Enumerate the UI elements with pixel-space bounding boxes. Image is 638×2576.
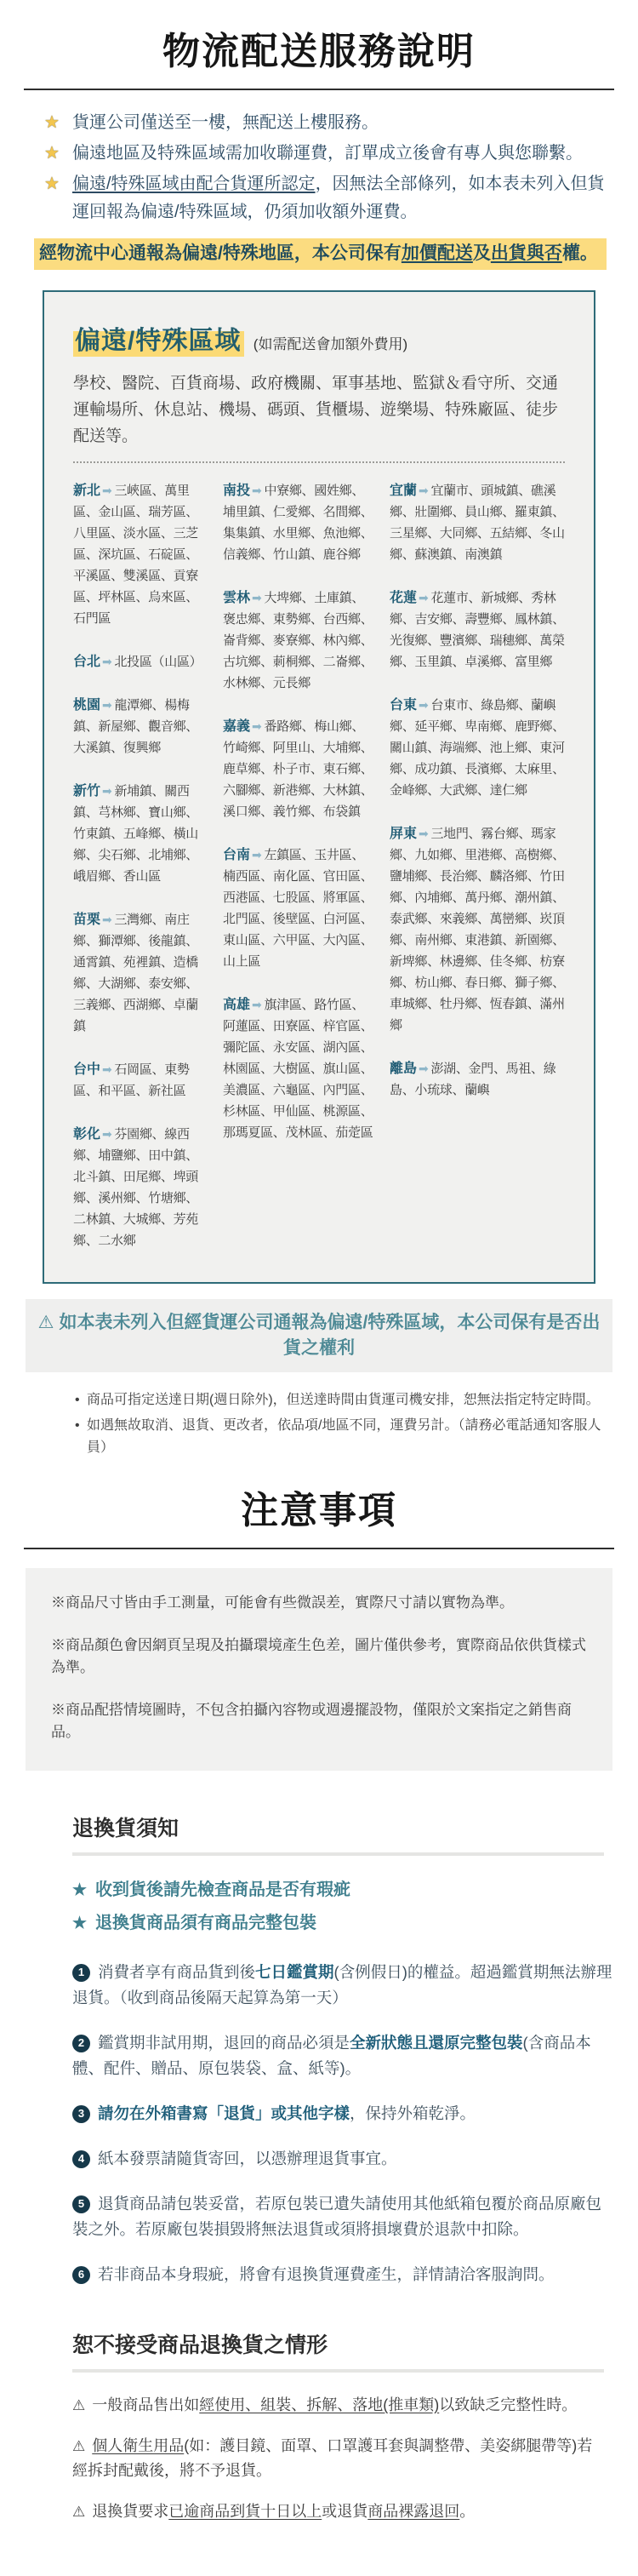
arrow-right-icon: ➡ bbox=[102, 784, 112, 798]
text-segment: 權。 bbox=[561, 243, 598, 263]
arrow-right-icon: ➡ bbox=[252, 998, 262, 1011]
region-areas: 左鎮區、玉井區、楠西區、南化區、官田區、西港區、七股區、將軍區、北門區、後壁區、白河區、東山區、六甲區、大內區、山上區 bbox=[223, 848, 373, 969]
arrow-right-icon: ➡ bbox=[252, 591, 262, 604]
returns-star-text: 收到貨後請先檢查商品是否有瑕疵 bbox=[95, 1880, 351, 1899]
region-entry bbox=[223, 994, 374, 1143]
region-areas: 澎湖、金門、馬祖、綠島、小琉球、蘭嶼 bbox=[390, 1062, 556, 1097]
attention-item: ※商品尺寸皆由手工測量，可能會有些微誤差，實際尺寸請以實物為準。 bbox=[51, 1594, 514, 1611]
region-areas: 三地門、霧台鄉、瑪家鄉、九如鄉、里港鄉、高樹鄉、鹽埔鄉、長治鄉、麟洛鄉、竹田鄉、內埔鄉、萬丹鄉、潮州鎮、泰武鄉、來義鄉、萬巒鄉、崁頂鄉、南州鄉、東港鎮、新園鄉、新埤鄉、林邊鄉、佳冬鄉、枋寮鄉、枋山鄉、春日鄉、獅子鄉、車城鄉、牡丹鄉、恆春鎮、滿州鄉 bbox=[390, 827, 565, 1033]
returns-star-item bbox=[72, 1909, 604, 1938]
text-segment: 一般商品售出如 bbox=[92, 2396, 200, 2413]
region-areas: 三峽區、萬里區、金山區、瑞芳區、八里區、淡水區、三芝區、深坑區、石碇區、平溪區、雙溪區、貢寮區、坪林區、烏來區、石門區 bbox=[73, 484, 199, 626]
text-segment: 商品裸露退回 bbox=[367, 2503, 460, 2520]
region-areas: 中寮鄉、國姓鄉、埔里鎮、仁愛鄉、名間鄉、集集鎮、水里鄉、魚池鄉、信義鄉、竹山鎮、鹿谷鄉 bbox=[223, 484, 373, 562]
star-icon: ★ bbox=[72, 1881, 88, 1899]
region-areas: 花蓮市、新城鄉、秀林鄉、吉安鄉、壽豐鄉、鳳林鎮、光復鄉、豐濱鄉、瑞穗鄉、萬榮鄉、玉里鎮、卓溪鄉、富里鄉 bbox=[390, 591, 565, 669]
number-badge: 5 bbox=[72, 2195, 90, 2213]
warning-icon: ⚠ bbox=[72, 2504, 86, 2520]
region-entry bbox=[390, 480, 565, 565]
returns-star-item bbox=[72, 1876, 604, 1904]
logistics-info-page bbox=[0, 29, 638, 2576]
text-segment: 消費者享有商品貨到後 bbox=[98, 1963, 256, 1981]
region-entry bbox=[223, 587, 374, 694]
region-city-label: 屏東 bbox=[390, 827, 418, 841]
region-areas: 台東市、綠島鄉、蘭嶼鄉、延平鄉、卑南鄉、鹿野鄉、關山鎮、海端鄉、池上鄉、東河鄉、成功鎮、長濱鄉、太麻里、金峰鄉、大武鄉、達仁鄉 bbox=[390, 698, 565, 798]
region-city-label: 離島 bbox=[390, 1062, 418, 1076]
region-entry bbox=[73, 695, 208, 758]
no-returns-heading: 恕不接受商品退換貨之情形 bbox=[72, 2328, 604, 2373]
region-areas: 大埤鄉、土庫鎮、褒忠鄉、東勢鄉、台西鄉、崙背鄉、麥寮鄉、林內鄉、古坑鄉、莿桐鄉、二崙鄉、水林鄉、元長鄉 bbox=[223, 591, 373, 690]
text-segment: 七日鑑賞期 bbox=[255, 1963, 334, 1981]
star-icon: ★ bbox=[44, 113, 60, 132]
region-areas: 新埔鎮、關西鎮、芎林鄉、寶山鄉、竹東鎮、五峰鄉、橫山鄉、尖石鄉、北埔鄉、峨眉鄉、香山區 bbox=[73, 784, 199, 884]
returns-numbered-list bbox=[72, 1960, 612, 2287]
region-box-title: 偏遠/特殊區域 bbox=[73, 319, 244, 358]
text-segment: 若非商品本身瑕疵，將會有退換貨運費產生，詳情請洽客服詢問。 bbox=[98, 2265, 555, 2283]
star-bullet-item bbox=[44, 170, 612, 226]
text-segment: (含商品本體、配件、贈品、原包裝袋、盒、紙等)。 bbox=[72, 2034, 591, 2077]
delivery-note-item: • 商品可指定送達日期(週日除外)，但送達時間由貨運司機安排，恕無法指定特定時間。 bbox=[75, 1389, 604, 1411]
text-segment: 全新狀態且還原完整包裝 bbox=[350, 2034, 523, 2052]
region-entry bbox=[73, 651, 208, 673]
returns-star-list bbox=[72, 1876, 604, 1938]
delivery-note-item: • 如遇無故取消、退貨、更改者，依品項/地區不同，運費另計。（請務必電話通知客服人員） bbox=[75, 1415, 604, 1459]
region-city-label: 台南 bbox=[223, 848, 251, 862]
no-returns-list bbox=[72, 2393, 607, 2524]
text-segment: 已逾商品到貨十日以上 bbox=[168, 2503, 322, 2520]
region-entry bbox=[223, 844, 374, 972]
attention-item: ※商品配搭情境圖時，不包含拍攝內容物或週邊擺設物，僅限於文案指定之銷售商品。 bbox=[51, 1702, 572, 1740]
region-grid bbox=[73, 480, 565, 1274]
region-city-label: 雲林 bbox=[223, 591, 251, 605]
no-returns-item bbox=[72, 2393, 607, 2418]
region-entry bbox=[73, 781, 208, 887]
region-entry bbox=[390, 823, 565, 1036]
warning-icon: ⚠ bbox=[37, 1313, 54, 1332]
text-segment: 經使用、組裝、拆解、落地(推車類) bbox=[199, 2396, 440, 2413]
number-badge: 1 bbox=[72, 1964, 90, 1982]
returns-star-text: 退換貨商品須有商品完整包裝 bbox=[95, 1914, 317, 1932]
returns-numbered-item bbox=[72, 1960, 612, 2011]
region-column bbox=[223, 480, 374, 1274]
region-areas: 三灣鄉、南庄鄉、獅潭鄉、後龍鎮、通霄鎮、苑裡鎮、造橋鄉、大湖鄉、泰安鄉、三義鄉、西湖鄉、卓蘭鎮 bbox=[73, 913, 199, 1033]
arrow-right-icon: ➡ bbox=[102, 698, 112, 712]
attention-box bbox=[26, 1568, 612, 1771]
warning-icon: ⚠ bbox=[72, 2397, 86, 2413]
returns-heading: 退換貨須知 bbox=[72, 1812, 604, 1856]
star-icon: ★ bbox=[44, 144, 60, 163]
region-entry bbox=[73, 1124, 208, 1251]
returns-numbered-item bbox=[72, 2030, 612, 2081]
region-entry bbox=[390, 587, 565, 673]
region-areas: 北投區（山區） bbox=[114, 655, 202, 669]
text-segment: 經物流中心通報為偏遠/特殊地區，本公司保有 bbox=[39, 243, 402, 263]
arrow-right-icon: ➡ bbox=[102, 484, 112, 497]
highlight-note bbox=[34, 238, 607, 270]
arrow-right-icon: ➡ bbox=[252, 484, 262, 497]
text-segment: (含例假日)的權益。超過鑑賞期無法辦理退貨。（收到商品後隔天起算為第一天） bbox=[72, 1963, 612, 2006]
arrow-right-icon: ➡ bbox=[102, 655, 112, 668]
arrow-right-icon: ➡ bbox=[102, 1127, 112, 1141]
region-areas: 宜蘭市、頭城鎮、礁溪鄉、壯圍鄉、員山鄉、羅東鎮、三星鄉、大同鄉、五結鄉、冬山鄉、蘇澳鎮、南澳鎮 bbox=[390, 484, 565, 562]
shipping-rights-banner bbox=[26, 1299, 612, 1372]
region-city-label: 台北 bbox=[73, 655, 101, 669]
arrow-right-icon: ➡ bbox=[419, 827, 429, 840]
region-city-label: 高雄 bbox=[223, 998, 251, 1012]
region-city-label: 花蓮 bbox=[390, 591, 418, 605]
region-column bbox=[73, 480, 208, 1274]
region-city-label: 台中 bbox=[73, 1062, 101, 1077]
number-badge: 4 bbox=[72, 2150, 90, 2168]
region-entry bbox=[73, 1059, 208, 1102]
region-city-label: 苗栗 bbox=[73, 913, 101, 927]
region-box-title-note: (如需配送會加額外費用) bbox=[253, 336, 408, 352]
arrow-right-icon: ➡ bbox=[419, 1062, 429, 1075]
returns-numbered-item bbox=[72, 2146, 612, 2172]
region-city-label: 嘉義 bbox=[223, 719, 251, 734]
region-entry bbox=[73, 480, 208, 629]
arrow-right-icon: ➡ bbox=[419, 591, 429, 604]
region-entry bbox=[223, 480, 374, 565]
region-entry bbox=[390, 695, 565, 801]
star-icon: ★ bbox=[72, 1915, 88, 1932]
text-segment: 以致缺乏完整性時。 bbox=[439, 2396, 578, 2413]
text-segment: 偏遠/特殊區域由配合貨運所認定 bbox=[72, 175, 316, 193]
number-badge: 2 bbox=[72, 2035, 90, 2052]
region-box-description: 學校、醫院、百貨商場、政府機關、軍事基地、監獄＆看守所、交通運輸場所、休息站、機場、碼頭、貨櫃場、遊樂場、特殊廠區、徒步配送等。 bbox=[73, 375, 559, 445]
text-segment: ，保持外箱乾淨。 bbox=[350, 2104, 476, 2122]
number-badge: 6 bbox=[72, 2266, 90, 2284]
shipping-rights-banner-text: 如本表未列入但經貨運公司通報為偏遠/特殊區域，本公司保有是否出貨之權利 bbox=[59, 1313, 601, 1358]
text-segment: 鑑賞期非試用期，退回的商品必須是 bbox=[98, 2034, 350, 2052]
text-segment: 貨運公司僅送至一樓，無配送上樓服務。 bbox=[72, 113, 379, 132]
returns-numbered-item bbox=[72, 2262, 612, 2287]
attention-divider bbox=[24, 1548, 614, 1549]
dotted-divider bbox=[73, 461, 565, 463]
title-divider bbox=[24, 89, 614, 90]
text-segment: 出貨與否 bbox=[490, 243, 562, 263]
attention-title: 注意事項 bbox=[241, 1489, 397, 1532]
region-city-label: 台東 bbox=[390, 698, 418, 713]
region-column bbox=[390, 480, 565, 1274]
arrow-right-icon: ➡ bbox=[102, 1062, 112, 1076]
arrow-right-icon: ➡ bbox=[252, 719, 262, 733]
arrow-right-icon: ➡ bbox=[419, 698, 429, 712]
star-icon: ★ bbox=[44, 175, 60, 193]
region-city-label: 南投 bbox=[223, 484, 251, 498]
text-segment: 。 bbox=[459, 2503, 476, 2520]
region-areas: 番路鄉、梅山鄉、竹崎鄉、阿里山、大埔鄉、鹿草鄉、朴子市、東石鄉、六腳鄉、新港鄉、大林鎮、溪口鄉、義竹鄉、布袋鎮 bbox=[223, 719, 373, 819]
region-city-label: 新北 bbox=[73, 484, 101, 498]
text-segment: 請勿在外箱書寫「退貨」或其他字樣 bbox=[98, 2104, 350, 2122]
highlight-note-wrap bbox=[34, 238, 638, 270]
text-segment: ，因無法全部條列，如本表未列入但貨運回報為偏遠/特殊區域，仍須加收額外運費。 bbox=[72, 175, 605, 221]
region-areas: 旗津區、路竹區、阿蓮區、田寮區、梓官區、彌陀區、永安區、湖內區、林園區、大樹區、旗山區、美濃區、六龜區、內門區、杉林區、甲仙區、桃源區、那瑪夏區、茂林區、茄萣區 bbox=[223, 998, 373, 1140]
arrow-right-icon: ➡ bbox=[102, 913, 112, 926]
region-areas: 石岡區、東勢區、和平區、新社區 bbox=[73, 1062, 190, 1098]
shipping-star-list bbox=[44, 109, 612, 226]
region-areas: 芬園鄉、線西鄉、埔鹽鄉、田中鎮、北斗鎮、田尾鄉、埤頭鄉、溪州鄉、竹塘鄉、二林鎮、大城鄉、芳苑鄉、二水鄉 bbox=[73, 1127, 199, 1248]
text-segment: 及 bbox=[472, 243, 491, 263]
text-segment: 退換貨要求 bbox=[92, 2503, 169, 2520]
region-entry bbox=[390, 1058, 565, 1101]
arrow-right-icon: ➡ bbox=[419, 484, 429, 497]
text-segment: 個人衛生用品 bbox=[92, 2437, 185, 2454]
remote-region-box bbox=[43, 290, 595, 1284]
arrow-right-icon: ➡ bbox=[252, 848, 262, 862]
text-segment: 偏遠地區及特殊區域需加收聯運費，訂單成立後會有專人與您聯繫。 bbox=[72, 144, 583, 163]
region-areas: 龍潭鄉、楊梅鎮、新屋鄉、觀音鄉、大溪鎮、復興鄉 bbox=[73, 698, 199, 755]
star-bullet-item bbox=[44, 109, 612, 137]
no-returns-item bbox=[72, 2499, 607, 2524]
region-city-label: 彰化 bbox=[73, 1127, 101, 1142]
region-entry bbox=[73, 909, 208, 1037]
returns-numbered-item bbox=[72, 2191, 612, 2242]
region-city-label: 新竹 bbox=[73, 784, 101, 799]
no-returns-item bbox=[72, 2434, 607, 2483]
text-segment: 退貨商品請包裝妥當，若原包裝已遺失請使用其他紙箱包覆於商品原廠包裝之外。若原廠包裝損毀將無法退貨或須將損壞費於退款中扣除。 bbox=[72, 2195, 602, 2238]
text-segment: (如：護目鏡、面罩、口罩護耳套與調整帶、美姿綁腿帶等)若經拆封配戴後，將不予退貨。 bbox=[72, 2437, 593, 2479]
returns-numbered-item bbox=[72, 2101, 612, 2127]
region-box-title-line bbox=[73, 319, 565, 358]
region-city-label: 宜蘭 bbox=[390, 484, 418, 498]
attention-item: ※商品顏色會因網頁呈現及拍攝環境產生色差，圖片僅供參考，實際商品依供貨樣式為準。 bbox=[51, 1637, 586, 1675]
text-segment: 加價配送 bbox=[401, 243, 473, 263]
region-city-label: 桃園 bbox=[73, 698, 101, 713]
delivery-notes-list bbox=[75, 1389, 604, 1459]
logistics-title: 物流配送服務說明 bbox=[162, 30, 476, 73]
number-badge: 3 bbox=[72, 2105, 90, 2123]
region-entry bbox=[223, 716, 374, 822]
star-bullet-item bbox=[44, 140, 612, 168]
text-segment: 紙本發票請隨貨寄回，以憑辦理退貨事宜。 bbox=[98, 2150, 397, 2167]
warning-icon: ⚠ bbox=[72, 2438, 86, 2454]
text-segment: 或退貨 bbox=[322, 2503, 368, 2520]
